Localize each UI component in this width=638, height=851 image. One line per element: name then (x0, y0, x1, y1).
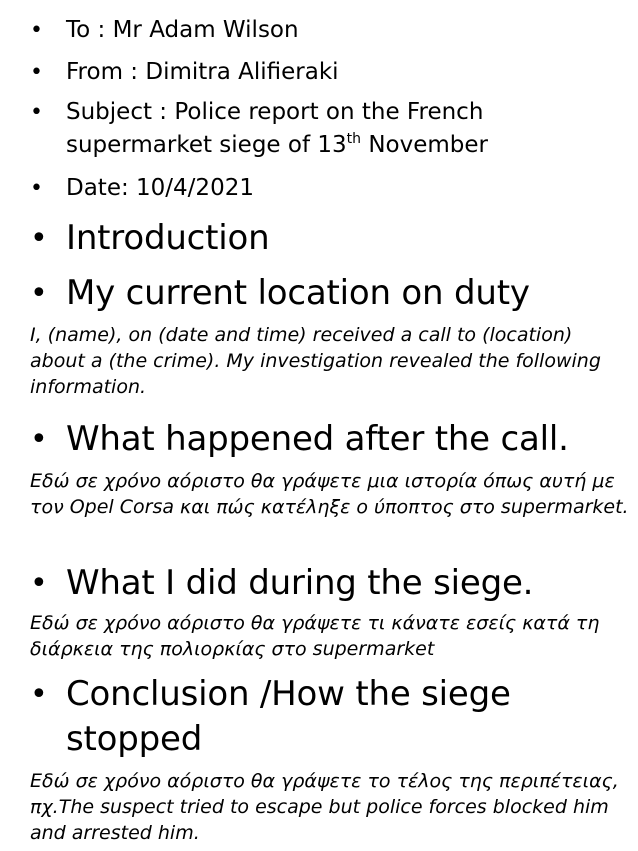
subject-ordinal-suffix: th (346, 131, 362, 147)
bullet-icon: • (30, 677, 48, 712)
to-text: To : Mr Adam Wilson (66, 17, 299, 43)
from-text: From : Dimitra Alifieraki (66, 59, 339, 85)
after-call-paragraph: Εδώ σε χρόνο αόριστο θα γράψετε μια ιστορία όπως αυτή με τον Opel Corsa και πώς κατέληξε ο ύποπτος στο supermarket. (30, 470, 629, 518)
conclusion-heading-line-1: Conclusion /How the siege (66, 674, 511, 714)
section-conclusion (0, 672, 620, 764)
section-heading: What happened after the call. (66, 419, 569, 459)
location-paragraph: I, (name), on (date and time) received a call to (location) about a (the crime). My investigation revealed the following information. (30, 324, 601, 398)
section-heading (66, 672, 620, 762)
section-heading: What I did during the siege. (66, 563, 534, 603)
subject-text (66, 96, 620, 162)
section-heading: Introduction (66, 218, 270, 258)
bullet-icon: • (30, 176, 43, 201)
bullet-icon: • (30, 422, 48, 457)
bullet-icon: • (30, 18, 43, 43)
date-text: Date: 10/4/2021 (66, 175, 254, 201)
bullet-icon: • (30, 276, 48, 311)
bullet-icon: • (30, 60, 43, 85)
subject-line-2-post: November (361, 132, 488, 158)
section-heading: My current location on duty (66, 273, 530, 313)
subject-line-2-pre: supermarket siege of 13 (66, 132, 347, 158)
bullet-icon: • (30, 221, 48, 256)
conclusion-paragraph: Εδώ σε χρόνο αόριστο θα γράψετε το τέλος της περιπέτειας, πχ.The suspect tried to escape but police forces blocked him and arrested him. (30, 770, 619, 844)
subject-line-1: Subject : Police report on the French (66, 99, 484, 125)
bullet-icon: • (30, 100, 43, 125)
conclusion-heading-line-2: stopped (66, 719, 203, 759)
during-siege-paragraph: Εδώ σε χρόνο αόριστο θα γράψετε τι κάνατε εσείς κατά τη διάρκεια της πολιορκίας στο supermarket (30, 612, 600, 660)
bullet-icon: • (30, 566, 48, 601)
subject-line (0, 96, 620, 166)
